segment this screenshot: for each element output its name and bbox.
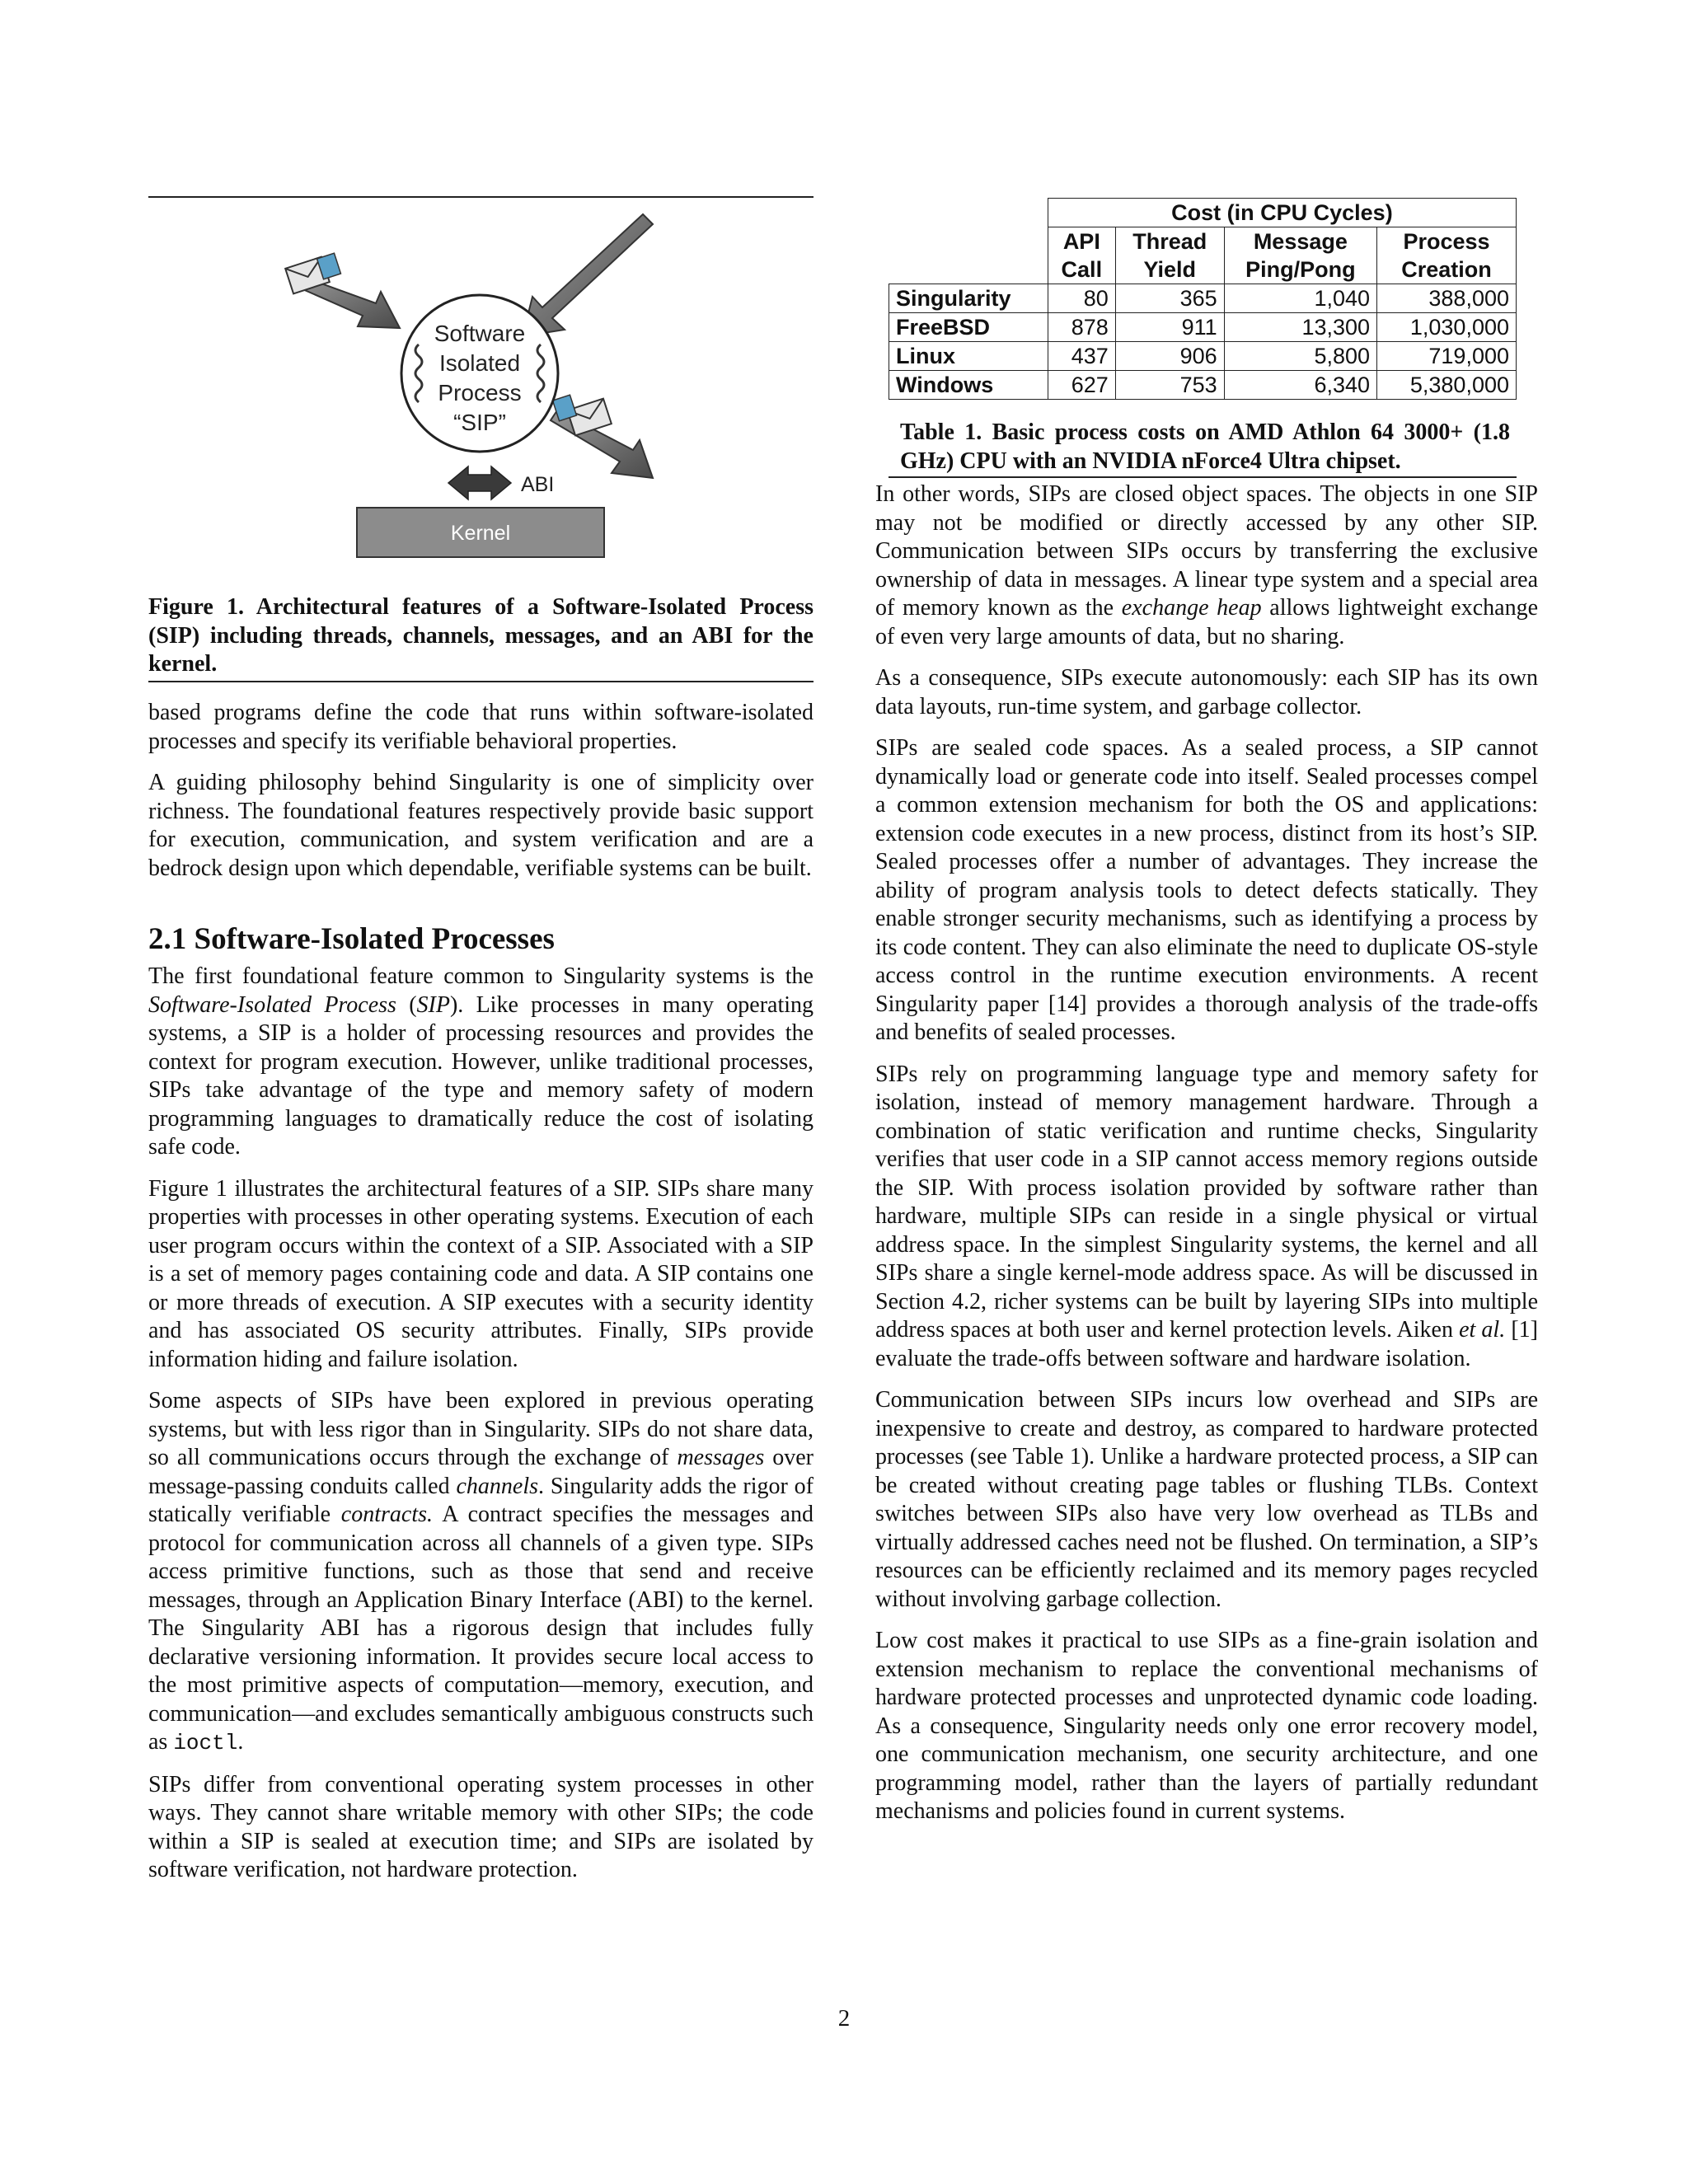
left-paragraph-4: Figure 1 illustrates the architectural features of a SIP. SIPs share many properties with processes in other operating systems. Execution of each user program occurs within the context of a SIP. Associated with a SIP is a set of memory pages containing code and data. A SIP contains one or more threads of execution. A SIP executes with a security identity and has associated OS security attributes. Finally, SIPs provide information hiding and failure isolation. [148,1175,814,1372]
table-cell: 388,000 [1377,284,1517,313]
col-header-message-line2: Ping/Pong [1224,255,1376,284]
table-cell: 365 [1115,284,1224,313]
p3-text-a: The first foundational feature common to Singularity systems is the [148,963,814,989]
table-row [889,313,1517,342]
r-p4-text-b: [1] evaluate the trade-offs between software and hardware isolation. [875,1317,1538,1371]
row-header-freebsd: FreeBSD [889,313,1048,342]
figure-caption-rule [148,681,814,682]
table-cell: 437 [1048,342,1115,371]
left-paragraph-3 [148,963,814,1162]
p5-text-e: . [237,1729,244,1755]
table-cell: 906 [1115,342,1224,371]
p5-em-messages: messages [677,1445,765,1470]
process-label-line-3: Process [438,380,522,405]
right-paragraph-6: Low cost makes it practical to use SIPs as a fine-grain isolation and extension mechanism to replace the conventional mechanisms of hardware protected processes and unprotected dynamic code loading. As a consequence, Singularity needs only one error recovery model, one communication mechanism, one security architecture, and one programming model, rather than the layers of partially redundant mechanisms and policies found in current systems. [875,1628,1538,1824]
table-row [889,284,1517,313]
p5-em-contracts: contracts. [340,1502,434,1527]
right-column [875,480,1538,1826]
p3-em-sip-term: Software-Isolated Process [148,991,396,1018]
right-paragraph-5: Communication between SIPs incurs low overhead and SIPs are inexpensive to create and destroy, as compared to hardware protected processes (see Table 1). Unlike a hardware protected process, a SIP can be created without creating page tables or flushing TLBs. Context switches between SIPs also have very low overhead as TLBs and virtually addressed caches need not be flushed. On termination, a SIP’s resources can be efficiently reclaimed and its memory pages recycled without involving garbage collection. [875,1387,1538,1612]
table-cell: 878 [1048,313,1115,342]
process-label-line-4: “SIP” [453,410,506,435]
table-row [889,371,1517,400]
left-paragraph-5 [148,1387,814,1758]
kernel-label: Kernel [450,522,511,545]
table-cell: 911 [1115,313,1224,342]
col-header-process-line2: Creation [1377,255,1517,284]
left-column [148,699,814,883]
table-1 [889,198,1517,400]
thread-arrow-icon [523,214,653,336]
right-paragraph-3: SIPs are sealed code spaces. As a sealed process, a SIP cannot dynamically load or generate code into itself. Sealed processes compel a common extension mechanism for both the OS and applications: extension code executes in a new process, distinct from its host’s SIP. Sealed processes offer a number of advantages. They increase the ability of program analysis tools to detect defects statically. They enable stronger security mechanisms, such as identifying a process by its code content. They can also eliminate the need to duplicate OS-style access control in the runtime execution environments. A recent Singularity paper [14] provides a thorough analysis of the trade-offs and benefits of sealed processes. [875,735,1538,1045]
left-paragraph-1: based programs define the code that runs within software-isolated processes and specify its verifiable behavioral properties. [148,700,814,754]
table-cell: 1,030,000 [1377,313,1517,342]
row-header-singularity: Singularity [889,284,1048,313]
process-label-line-1: Software [434,321,526,346]
col-header-api-line2: Call [1048,255,1115,284]
figure-1-diagram [148,196,814,625]
table-cell: 80 [1048,284,1115,313]
table-cell: 13,300 [1224,313,1376,342]
p3-em-sip-abbr: SIP [416,991,450,1018]
p5-em-channels: channels [456,1473,538,1499]
p5-text-d: A contract specifies the messages and protocol for communication across all channels of a given type. SIPs access primitive functions, such as those that send and receive messages, through an Application Binary Interface (ABI) to the kernel. The Singularity ABI has a rigorous design that includes fully declarative versioning information. It provides secure local access to the most primitive aspects of computation—memory, execution, and communication—and excludes semantically ambiguous constructs such as [148,1502,814,1755]
process-label-line-2: Isolated [438,350,521,376]
table-row [889,342,1517,371]
table-header-row-1 [889,199,1517,227]
p5-text-c: . Singularity adds the rigor of statically verifiable [148,1473,814,1527]
p3-text-c: ). Like processes in many operating systems, a SIP is a holder of processing resources and provides the context for program execution. However, unlike traditional processes, SIPs take advantage of the type and memory safety of modern programming languages to dramatically reduce the cost of isolating safe code. [148,991,814,1160]
page-number: 2 [837,2005,851,2032]
col-header-message-line1: Message [1224,227,1376,256]
table-cell: 5,800 [1224,342,1376,371]
r-p1-text-b: allows lightweight exchange of even very large amounts of data, but no sharing. [875,595,1539,649]
row-header-windows: Windows [889,371,1048,400]
r-p4-text-a: SIPs rely on programming language type and memory safety for isolation, instead of memory management hardware. Through a combination of static verification and runtime checks, Singularity verifies that user code in a SIP cannot access memory regions outside the SIP. With process isolation provided by software rather than hardware, multiple SIPs can reside in a single physical or virtual address space. In the simplest Singularity systems, the kernel and all SIPs share a single kernel-mode address space. As will be discussed in Section 4.2, richer systems can be built by layering SIPs into multiple address spaces at both user and kernel protection levels. Aiken [875,1061,1538,1343]
right-paragraph-4 [875,1061,1538,1374]
right-paragraph-2: As a consequence, SIPs execute autonomously: each SIP has its own data layouts, run-time system, and garbage collector. [875,665,1538,719]
abi-label: ABI [521,473,555,496]
table-corner-cell [889,199,1048,284]
table-caption-rule [889,476,1517,478]
table-cell: 1,040 [1224,284,1376,313]
right-paragraph-1 [875,480,1538,651]
r-p4-em-et-al: et al. [1459,1317,1506,1343]
table-cell: 5,380,000 [1377,371,1517,400]
col-header-thread-line2: Yield [1115,255,1224,284]
figure-1-caption: Figure 1. Architectural features of a Software-Isolated Process (SIP) including threads, channels, messages, and an ABI for the kernel. [148,594,814,677]
table-cell: 719,000 [1377,342,1517,371]
table-1-caption: Table 1. Basic process costs on AMD Athlon 64 3000+ (1.8 GHz) CPU with an NVIDIA nForce4 Ultra chipset. [900,419,1510,474]
table-group-header: Cost (in CPU Cycles) [1048,199,1516,227]
col-header-process-line1: Process [1377,227,1517,256]
row-header-linux: Linux [889,342,1048,371]
table-cell: 753 [1115,371,1224,400]
abi-double-arrow-icon [448,466,511,499]
p5-text-b: over message-passing conduits called [148,1445,814,1499]
p3-text-b: ( [396,991,417,1018]
message-envelope-icon-right [553,395,612,435]
left-column-section [148,963,814,1885]
table-cell: 627 [1048,371,1115,400]
col-header-thread-line1: Thread [1115,227,1224,256]
section-heading-2-1: 2.1 Software-Isolated Processes [148,922,555,956]
left-paragraph-2: A guiding philosophy behind Singularity is one of simplicity over richness. The foundational features respectively provide basic support for execution, communication, and system verification and are a bedrock design upon which dependable, verifiable systems can be built. [148,770,814,881]
r-p1-em-exchange-heap: exchange heap [1121,595,1262,621]
table-cell: 6,340 [1224,371,1376,400]
p5-code-ioctl: ioctl [173,1731,238,1755]
left-paragraph-6: SIPs differ from conventional operating system processes in other ways. They cannot share writable memory with other SIPs; the code within a SIP is sealed at execution time; and SIPs are isolated by software verification, not hardware protection. [148,1771,814,1882]
p5-text-a: Some aspects of SIPs have been explored in previous operating systems, but with less rigor than in Singularity. SIPs do not share data, so all communications occurs through the exchange of [148,1388,814,1470]
col-header-api-line1: API [1048,227,1115,256]
r-p1-text-a: In other words, SIPs are closed object spaces. The objects in one SIP may not be modified or directly accessed by any other SIP. Communication between SIPs occurs by transferring the exclusive ownership of data in messages. A linear type system and a special area of memory known as the [875,481,1538,621]
